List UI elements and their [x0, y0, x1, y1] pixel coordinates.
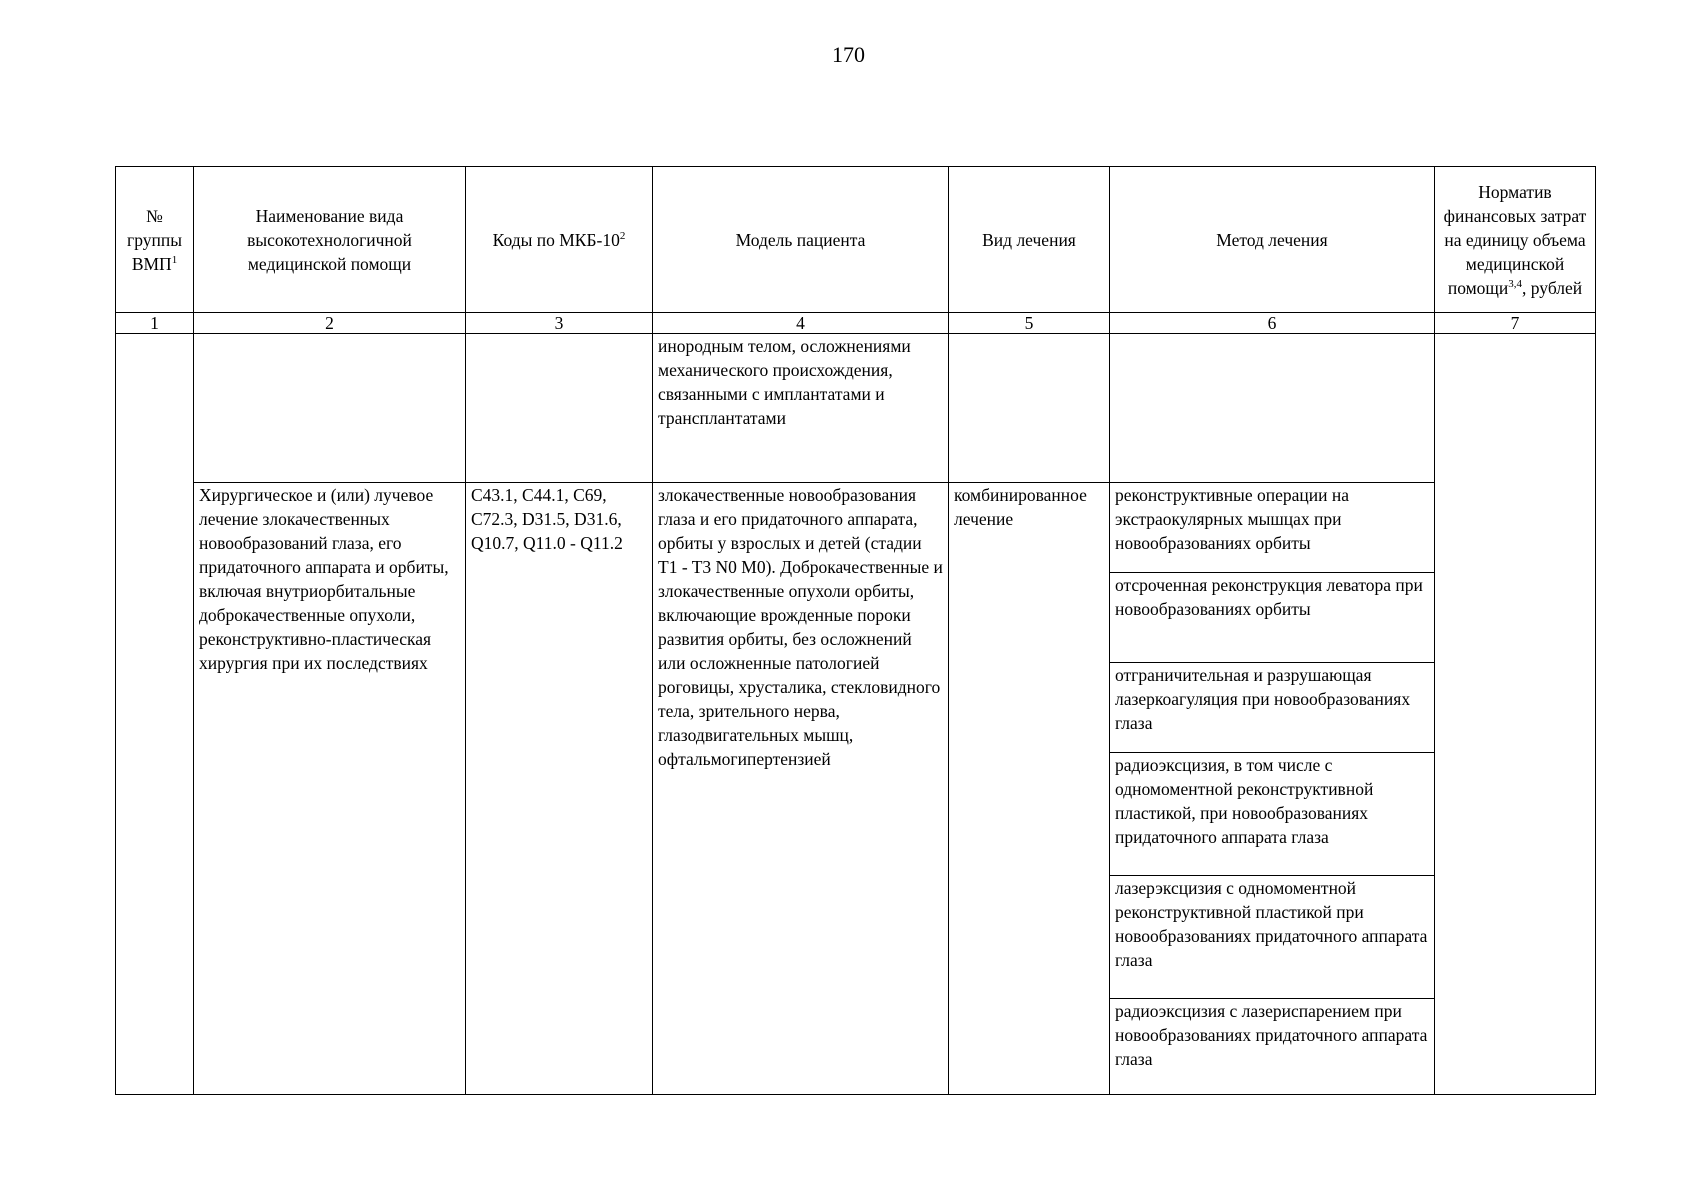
page-number: 170: [832, 42, 865, 67]
patient-model-continuation: инородным телом, осложнениями механического происхождения, связанными с имплантатами и трансплантатами: [653, 334, 949, 483]
column-number: 1: [116, 313, 194, 334]
treatment-method: отграничительная и разрушающая лазеркоагуляция при новообразованиях глаза: [1110, 663, 1435, 753]
column-numbers-row: [116, 313, 1596, 334]
group-number-cell: [116, 334, 194, 1095]
treatment-method: лазерэксцизия с одномоментной реконструктивной пластикой при новообразованиях придаточного аппарата глаза: [1110, 876, 1435, 999]
header-treatment-type: Вид лечения: [949, 167, 1110, 313]
vmp-table: [115, 166, 1596, 1095]
header-group-number: № группы ВМП$^1$: [116, 167, 194, 313]
codes-cell: [466, 334, 653, 483]
header-treatment-method: Метод лечения: [1110, 167, 1435, 313]
treatment-method: реконструктивные операции на экстраокулярных мышцах при новообразованиях орбиты: [1110, 483, 1435, 573]
table-row: [116, 483, 1596, 573]
column-number: 5: [949, 313, 1110, 334]
treatment-type-cell: [949, 334, 1110, 483]
care-type-name: Хирургическое и (или) лучевое лечение злокачественных новообразований глаза, его придаточного аппарата и орбиты, включая внутриорбитальные доброкачественные опухоли, реконструктивно-пластическая хирургия при их последствиях: [194, 483, 466, 1095]
column-number: 7: [1435, 313, 1596, 334]
care-type-cell: [194, 334, 466, 483]
column-number: 3: [466, 313, 653, 334]
header-row: [116, 167, 1596, 313]
header-patient-model: Модель пациента: [653, 167, 949, 313]
treatment-method-cell: [1110, 334, 1435, 483]
treatment-method: отсроченная реконструкция леватора при новообразованиях орбиты: [1110, 573, 1435, 663]
treatment-type: комбинированное лечение: [949, 483, 1110, 1095]
icd-codes: C43.1, C44.1, C69, C72.3, D31.5, D31.6, Q10.7, Q11.0 - Q11.2: [466, 483, 653, 1095]
column-number: 2: [194, 313, 466, 334]
column-number: 4: [653, 313, 949, 334]
continuation-row: [116, 334, 1596, 483]
column-number: 6: [1110, 313, 1435, 334]
cost-standard-cell: [1435, 334, 1596, 1095]
header-care-type-name: Наименование вида высокотехнологичной медицинской помощи: [194, 167, 466, 313]
header-cost-standard: Норматив финансовых затрат на единицу объема медицинской помощи$^{3,4}$, рублей: [1435, 167, 1596, 313]
treatment-method: радиоэксцизия, в том числе с одномоментной реконструктивной пластикой, при новообразованиях придаточного аппарата глаза: [1110, 753, 1435, 876]
patient-model: злокачественные новообразования глаза и его придаточного аппарата, орбиты у взрослых и детей (стадии T1 - T3 N0 M0). Доброкачественные и злокачественные опухоли орбиты, включающие врожденные пороки развития орбиты, без осложнений или осложненные патологией роговицы, хрусталика, стекловидного тела, зрительного нерва, глазодвигательных мышц, офтальмогипертензией: [653, 483, 949, 1095]
header-icd-codes: Коды по МКБ-$10^2$: [466, 167, 653, 313]
treatment-method: радиоэксцизия с лазериспарением при новообразованиях придаточного аппарата глаза: [1110, 999, 1435, 1095]
